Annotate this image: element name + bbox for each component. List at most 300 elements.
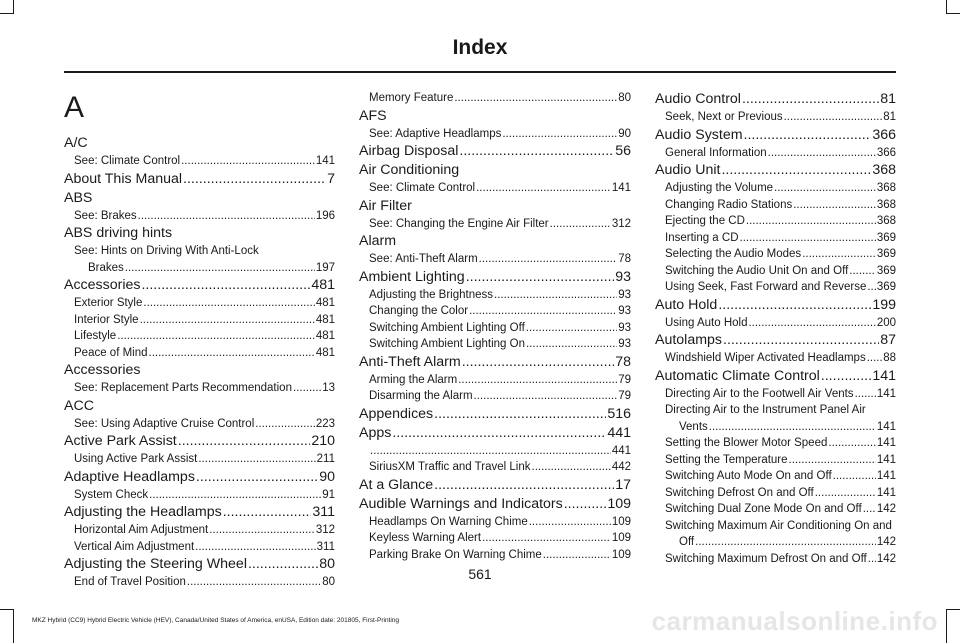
dot-leader (868, 551, 876, 568)
entry-text: Using Auto Hold (665, 316, 748, 329)
entry-text: Changing Radio Stations (665, 198, 793, 211)
dot-leader (550, 216, 611, 233)
index-heading (655, 90, 896, 109)
entry-page-number: 366 (876, 146, 896, 159)
entry-page-number: 141 (611, 182, 631, 194)
entry-page-number: 312 (611, 217, 631, 230)
index-subentry (655, 468, 896, 485)
dot-leader (529, 514, 611, 531)
entry-text: Inserting a CD (665, 231, 739, 244)
index-subentry (655, 230, 896, 247)
index-subentry (359, 287, 631, 304)
entry-page-number: 7 (327, 170, 335, 187)
dot-leader (723, 331, 879, 350)
index-subentry (655, 180, 896, 197)
dot-leader (482, 530, 611, 547)
index-heading (359, 476, 631, 495)
entry-page-number: 368 (876, 215, 896, 227)
page-number: 561 (468, 566, 492, 582)
dot-leader (195, 539, 315, 556)
dot-leader (855, 386, 876, 403)
index-subentry (359, 251, 631, 268)
entry-text: Parking Brake On Warning Chime (369, 548, 542, 561)
entry-text: Setting the Blower Motor Speed (665, 437, 828, 449)
entry-text: Auto Hold (655, 296, 718, 313)
index-heading (64, 170, 335, 189)
entry-text: Windshield Wiper Activated Headlamps (665, 352, 866, 364)
index-subentry (64, 345, 335, 362)
index-heading (359, 197, 631, 216)
entry-text: Brakes (88, 261, 124, 274)
entry-page-number: 13 (322, 382, 335, 394)
entry-text: Vertical Aim Adjustment (74, 540, 195, 553)
entry-page-number: 91 (322, 488, 335, 501)
entry-text: Air Conditioning (359, 162, 460, 178)
entry-page-number: 90 (319, 468, 335, 485)
crop-mark-bottom-left (0, 609, 14, 643)
entry-text: See: Climate Control (74, 155, 181, 167)
entry-text: See: Anti-Theft Alarm (369, 253, 478, 265)
entry-page-number: 311 (316, 540, 335, 553)
entry-page-number: 56 (615, 143, 631, 159)
index-subentry (64, 243, 335, 260)
index-subentry (64, 539, 335, 556)
entry-text: Adaptive Headlamps (64, 468, 195, 485)
entry-text: Off (679, 536, 695, 548)
dot-leader (469, 303, 617, 320)
entry-text: Peace of Mind (74, 346, 148, 359)
index-subentry (359, 303, 631, 320)
dot-leader (867, 279, 875, 296)
entry-text: End of Travel Position (74, 576, 186, 588)
entry-text: Audible Warnings and Indicators (359, 495, 563, 512)
dot-leader (196, 468, 318, 487)
index-subentry (655, 435, 896, 452)
entry-text: Vents (679, 420, 708, 433)
index-column-3 (655, 90, 896, 567)
crop-mark-top-right (946, 0, 960, 14)
entry-text: SiriusXM Traffic and Travel Link (369, 461, 531, 473)
index-subentry (359, 90, 631, 107)
entry-page-number: 368 (876, 182, 896, 194)
dot-leader (183, 170, 326, 189)
entry-text: Switching Maximum Air Conditioning On and (665, 519, 892, 532)
entry-page-number: 80 (322, 576, 335, 588)
index-heading (655, 296, 896, 315)
dot-leader (125, 260, 315, 277)
entry-text: Interior Style (74, 313, 139, 326)
entry-page-number: 200 (876, 316, 896, 329)
index-subentry (359, 530, 631, 547)
entry-text: At a Glance (359, 476, 434, 493)
entry-text: Exterior Style (74, 297, 143, 309)
entry-text: Switching Dual Zone Mode On and Off (665, 503, 862, 515)
entry-page-number: 141 (315, 155, 335, 167)
dot-leader (721, 161, 871, 180)
entry-page-number: 369 (876, 248, 896, 260)
entry-text: Airbag Disposal (359, 143, 459, 159)
entry-page-number: 109 (611, 532, 631, 544)
index-subentry (655, 501, 896, 518)
dot-leader (789, 452, 876, 469)
entry-page-number: 141 (876, 420, 896, 433)
entry-page-number: 368 (872, 162, 896, 178)
entry-text: Air Filter (359, 197, 412, 214)
entry-text: A/C (64, 135, 88, 151)
index-subentry (655, 213, 896, 230)
dot-leader (784, 109, 883, 126)
index-heading (64, 397, 335, 416)
entry-page-number: 481 (315, 313, 335, 326)
index-column-2 (359, 90, 631, 563)
dot-leader (293, 380, 321, 397)
index-heading (359, 405, 631, 424)
dot-leader (867, 350, 883, 367)
dot-leader (149, 345, 315, 362)
entry-page-number: 109 (607, 495, 631, 512)
entry-page-number: 93 (618, 338, 631, 350)
entry-text: Audio Control (655, 91, 741, 107)
index-subentry (655, 109, 896, 126)
entry-page-number: 311 (312, 504, 335, 520)
dot-leader (768, 145, 876, 162)
entry-text: Switching the Audio Unit On and Off (665, 264, 849, 277)
dot-leader (740, 230, 876, 247)
index-subentry (359, 514, 631, 531)
index-heading (359, 107, 631, 126)
index-heading (655, 331, 896, 350)
entry-page-number: 141 (876, 387, 896, 400)
entry-text: Disarming the Alarm (369, 390, 473, 402)
index-subentry (655, 263, 896, 280)
index-subentry (655, 518, 896, 535)
dot-leader (709, 419, 876, 436)
dot-leader (479, 251, 618, 268)
entry-text: Accessories (64, 277, 141, 293)
entry-page-number: 87 (880, 332, 896, 348)
dot-leader (526, 320, 617, 337)
index-subentry (359, 180, 631, 197)
entry-page-number: 93 (618, 305, 631, 317)
entry-page-number: 93 (618, 288, 631, 301)
dot-leader (828, 435, 875, 452)
index-subentry (655, 534, 896, 551)
entry-text: Adjusting the Headlamps (64, 504, 222, 520)
entry-page-number: 199 (872, 296, 896, 313)
entry-text: Using Seek, Fast Forward and Reverse (665, 281, 867, 293)
index-heading (64, 432, 335, 451)
dot-leader (494, 287, 617, 304)
entry-page-number: 88 (883, 352, 896, 364)
index-subentry (655, 145, 896, 162)
entry-page-number: 93 (615, 268, 631, 285)
entry-page-number: 80 (618, 92, 631, 104)
dot-leader (695, 534, 876, 551)
dot-leader (793, 197, 876, 214)
entry-text: Ejecting the CD (665, 215, 745, 227)
entry-page-number: 366 (872, 126, 896, 143)
entry-text: Apps (359, 424, 392, 441)
entry-text: See: Hints on Driving With Anti-Lock (74, 245, 259, 257)
page-title: Index (452, 36, 508, 59)
entry-page-number: 196 (315, 209, 335, 222)
index-subentry (359, 547, 631, 564)
index-subentry (359, 388, 631, 405)
index-subentry (359, 443, 631, 460)
entry-page-number: 369 (876, 281, 896, 293)
dot-leader (718, 296, 871, 315)
entry-page-number: 197 (315, 261, 335, 274)
index-subentry (655, 279, 896, 296)
entry-text: Horizontal Aim Adjustment (74, 524, 209, 536)
dot-leader (502, 126, 617, 143)
entry-text: ACC (64, 397, 94, 414)
entry-page-number: 481 (315, 346, 335, 359)
entry-page-number: 141 (876, 453, 896, 466)
entry-page-number: 141 (876, 437, 896, 449)
index-heading (64, 276, 335, 295)
entry-page-number: 211 (316, 453, 335, 465)
index-heading (64, 361, 335, 380)
index-subentry (655, 350, 896, 367)
dot-leader (466, 268, 615, 287)
dot-leader (821, 367, 872, 386)
dot-leader (181, 153, 315, 170)
dot-leader (143, 295, 314, 312)
entry-text: Keyless Warning Alert (369, 532, 482, 544)
index-heading (359, 424, 631, 443)
index-heading (64, 503, 335, 522)
entry-page-number: 79 (618, 390, 631, 402)
index-subentry (655, 246, 896, 263)
entry-text: Ambient Lighting (359, 268, 465, 285)
entry-page-number: 142 (876, 552, 896, 565)
index-subentry (64, 153, 335, 170)
dot-leader (138, 208, 315, 225)
entry-text: Changing the Color (369, 305, 469, 317)
entry-text: Appendices (359, 405, 434, 422)
dot-leader (178, 432, 311, 451)
index-heading (359, 495, 631, 514)
entry-text: See: Climate Control (369, 182, 476, 194)
dot-leader (117, 328, 315, 345)
entry-text: Switching Maximum Defrost On and Off (665, 552, 867, 565)
crop-mark-bottom-right (946, 609, 960, 643)
entry-text: See: Replacement Parts Recommendation (74, 382, 292, 394)
index-heading (359, 232, 631, 251)
dot-leader (223, 503, 312, 522)
index-subentry (64, 416, 335, 433)
entry-text: Adjusting the Volume (665, 182, 774, 194)
entry-page-number: 442 (611, 461, 631, 473)
entry-page-number: 90 (618, 127, 631, 140)
entry-text: Audio Unit (655, 162, 721, 178)
dot-leader (149, 487, 321, 504)
entry-page-number: 441 (611, 444, 631, 457)
entry-text: Autolamps (655, 332, 723, 348)
entry-text: Accessories (64, 362, 141, 378)
dot-leader (459, 142, 614, 161)
index-heading (655, 161, 896, 180)
index-subentry (655, 315, 896, 332)
dot-leader (454, 90, 617, 107)
dot-leader (833, 468, 876, 485)
dot-leader (748, 315, 875, 332)
dot-leader (462, 353, 615, 372)
entry-text: Memory Feature (369, 92, 454, 104)
dot-leader (744, 126, 872, 145)
entry-text: Adjusting the Steering Wheel (64, 556, 247, 572)
entry-text: Switching Auto Mode On and Off (665, 470, 832, 482)
entry-page-number: 17 (615, 476, 631, 493)
entry-page-number: 481 (315, 330, 335, 342)
entry-text: System Check (74, 488, 149, 501)
entry-page-number: 441 (607, 424, 631, 441)
index-subentry (359, 320, 631, 337)
index-heading (64, 134, 335, 153)
entry-text: About This Manual (64, 170, 183, 187)
dot-leader (564, 495, 607, 514)
entry-page-number: 369 (876, 231, 896, 244)
entry-text: Automatic Climate Control (655, 367, 820, 384)
dot-leader (474, 388, 618, 405)
footer-edition-text: MKZ Hybrid (CC9) Hybrid Electric Vehicle (HEV), Canada/United States of America, enUSA, Edition date: 201805, First-Printing (32, 617, 400, 624)
entry-text: Active Park Assist (64, 433, 177, 449)
index-subentry (64, 295, 335, 312)
index-subentry (64, 260, 335, 277)
index-subentry (655, 197, 896, 214)
index-subentry (64, 208, 335, 225)
watermark: carmanualsonline.info (651, 606, 938, 636)
dot-leader (209, 522, 315, 539)
entry-text: See: Changing the Engine Air Filter (369, 217, 549, 230)
index-subentry (359, 336, 631, 353)
index-subentry (359, 216, 631, 233)
index-subentry (64, 522, 335, 539)
title-divider (64, 71, 896, 73)
entry-page-number: 312 (315, 524, 335, 536)
entry-text: Switching Ambient Lighting On (369, 338, 525, 350)
index-heading (64, 189, 335, 208)
entry-text: Directing Air to the Instrument Panel Air (665, 404, 866, 416)
index-subentry (655, 386, 896, 403)
entry-page-number: 78 (615, 353, 631, 370)
entry-text: See: Brakes (74, 209, 137, 222)
dot-leader (476, 180, 611, 197)
section-letter: A (64, 91, 85, 124)
entry-text: Anti-Theft Alarm (359, 353, 461, 370)
entry-text: See: Using Adaptive Cruise Control (74, 417, 255, 430)
index-heading (64, 224, 335, 243)
dot-leader (370, 443, 611, 460)
entry-page-number: 141 (876, 470, 896, 482)
dot-leader (458, 372, 617, 389)
entry-text: Setting the Temperature (665, 453, 788, 466)
dot-leader (849, 263, 876, 280)
entry-page-number: 80 (319, 556, 335, 572)
index-subentry (64, 380, 335, 397)
entry-page-number: 93 (618, 321, 631, 334)
entry-page-number: 109 (611, 548, 631, 561)
entry-page-number: 81 (883, 111, 896, 123)
dot-leader (434, 476, 614, 495)
index-column-1 (64, 90, 335, 591)
dot-leader (140, 312, 315, 329)
index-subentry (64, 328, 335, 345)
entry-page-number: 481 (315, 297, 335, 309)
index-heading (655, 126, 896, 145)
entry-page-number: 223 (315, 417, 335, 430)
dot-leader (802, 246, 876, 263)
index-heading (64, 468, 335, 487)
entry-page-number: 142 (876, 503, 896, 515)
entry-text: See: Adaptive Headlamps (369, 127, 502, 140)
index-subentry (655, 402, 896, 419)
entry-page-number: 210 (311, 433, 335, 449)
entry-text: Switching Defrost On and Off (665, 486, 814, 499)
entry-text: Directing Air to the Footwell Air Vents (665, 387, 854, 400)
dot-leader (198, 451, 315, 468)
dot-leader (742, 90, 879, 109)
entry-page-number: 481 (311, 277, 335, 293)
dot-leader (392, 424, 606, 443)
dot-leader (255, 416, 315, 433)
dot-leader (543, 547, 611, 564)
entry-text: Alarm (359, 233, 397, 249)
entry-text: Selecting the Audio Modes (665, 248, 802, 260)
dot-leader (774, 180, 876, 197)
entry-page-number: 516 (607, 405, 631, 422)
entry-page-number: 109 (611, 515, 631, 528)
entry-page-number: 142 (876, 536, 896, 548)
index-subentry (359, 372, 631, 389)
entry-text: ABS driving hints (64, 225, 173, 241)
index-heading (655, 367, 896, 386)
entry-text: AFS (359, 107, 387, 124)
entry-page-number: 141 (876, 486, 896, 499)
index-heading (359, 268, 631, 287)
dot-leader (746, 213, 876, 230)
index-heading (359, 142, 631, 161)
entry-text: Seek, Next or Previous (665, 111, 783, 123)
index-heading (359, 353, 631, 372)
dot-leader (815, 485, 876, 502)
entry-text: Lifestyle (74, 330, 117, 342)
index-subentry (655, 551, 896, 568)
entry-text: Adjusting the Brightness (369, 288, 494, 301)
entry-text: ABS (64, 189, 93, 206)
dot-leader (863, 501, 876, 518)
entry-text: Arming the Alarm (369, 373, 458, 386)
entry-page-number: 368 (876, 198, 896, 211)
dot-leader (526, 336, 617, 353)
entry-page-number: 81 (880, 91, 896, 107)
index-subentry (64, 487, 335, 504)
index-subentry (64, 312, 335, 329)
entry-text: Using Active Park Assist (74, 453, 198, 465)
dot-leader (434, 405, 606, 424)
entry-page-number: 79 (618, 373, 631, 386)
index-subentry (655, 452, 896, 469)
entry-text: General Information (665, 146, 767, 159)
entry-page-number: 78 (618, 253, 631, 265)
entry-text: Audio System (655, 126, 743, 143)
entry-text: Headlamps On Warning Chime (369, 515, 528, 528)
index-subentry (359, 126, 631, 143)
dot-leader (532, 459, 611, 476)
entry-text: Switching Ambient Lighting Off (369, 321, 525, 334)
crop-mark-top-left (0, 0, 14, 14)
